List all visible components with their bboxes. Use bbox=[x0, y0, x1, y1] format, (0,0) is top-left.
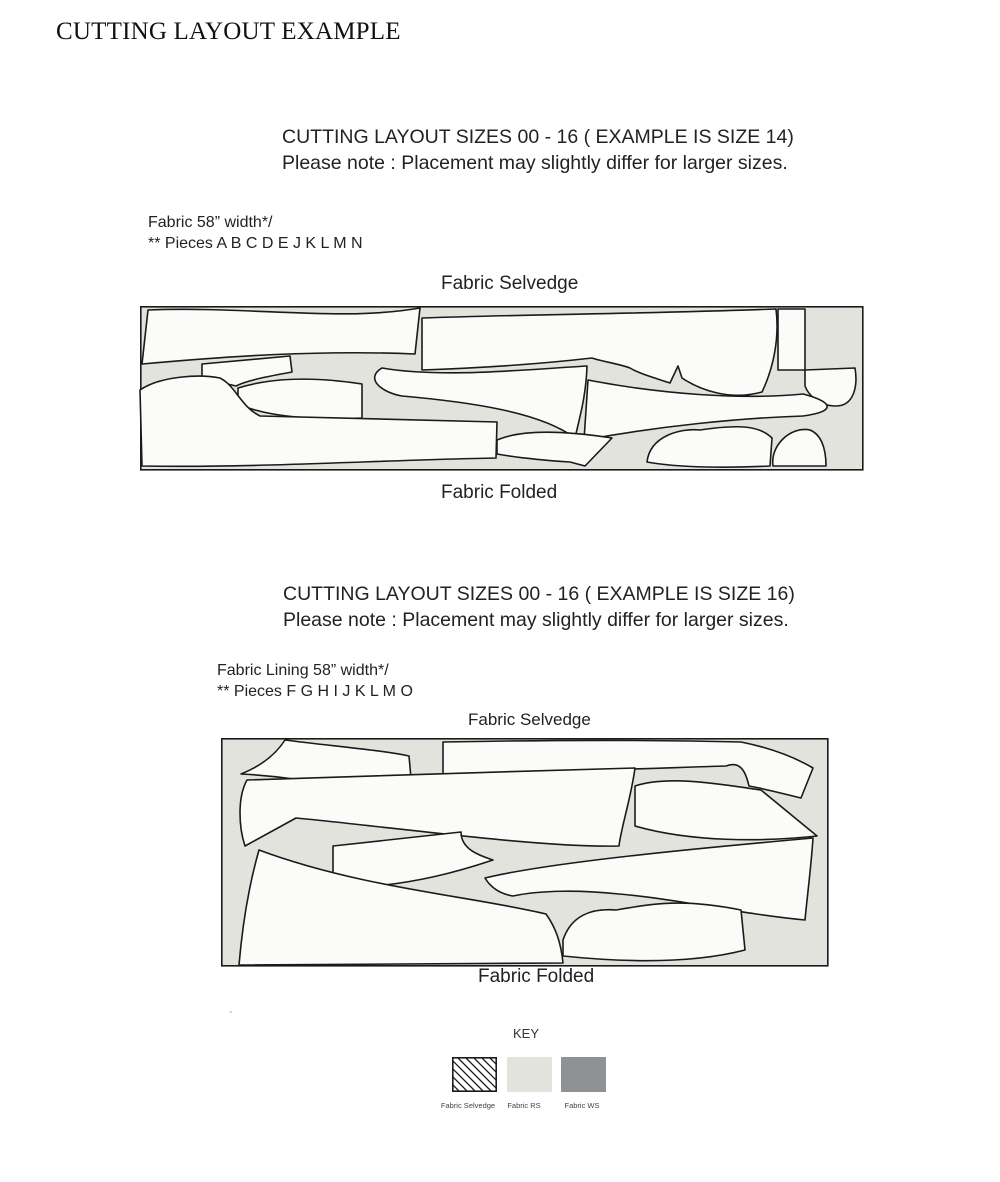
layout-2-note: Please note : Placement may slightly differ for larger sizes. bbox=[283, 609, 789, 631]
key-swatch-selvedge bbox=[452, 1057, 497, 1092]
layout-2-selvedge-label: Fabric Selvedge bbox=[468, 710, 591, 729]
key-label-ws: Fabric WS bbox=[564, 1101, 600, 1110]
key-swatch-ws bbox=[561, 1057, 606, 1092]
layout-1-note: Please note : Placement may slightly differ for larger sizes. bbox=[282, 152, 788, 174]
layout-2-diagram bbox=[221, 738, 829, 968]
key-label-rs: Fabric RS bbox=[507, 1101, 541, 1110]
key-swatch-rs bbox=[507, 1057, 552, 1092]
key-label-selvedge: Fabric Selvedge bbox=[440, 1101, 496, 1110]
layout-1-selvedge-label: Fabric Selvedge bbox=[441, 273, 579, 294]
layout-2-pieces: ** Pieces F G H I J K L M O bbox=[217, 683, 413, 700]
layout-1-diagram bbox=[140, 306, 864, 472]
piece bbox=[563, 903, 745, 961]
layout-1-pieces: ** Pieces A B C D E J K L M N bbox=[148, 235, 363, 252]
layout-1-fold-label: Fabric Folded bbox=[441, 482, 558, 503]
piece bbox=[778, 309, 805, 370]
page-title: CUTTING LAYOUT EXAMPLE bbox=[56, 18, 401, 45]
stray-mark: - bbox=[229, 1007, 233, 1018]
layout-1-fabric-width: Fabric 58” width*/ bbox=[148, 214, 273, 231]
layout-2-fold-label: Fabric Folded bbox=[478, 966, 595, 987]
layout-2-fabric-width: Fabric Lining 58” width*/ bbox=[217, 662, 389, 679]
key-title: KEY bbox=[513, 1026, 540, 1041]
layout-2-heading: CUTTING LAYOUT SIZES 00 - 16 ( EXAMPLE IS SIZE 16) bbox=[283, 583, 795, 605]
layout-1-heading: CUTTING LAYOUT SIZES 00 - 16 ( EXAMPLE IS SIZE 14) bbox=[282, 126, 794, 148]
